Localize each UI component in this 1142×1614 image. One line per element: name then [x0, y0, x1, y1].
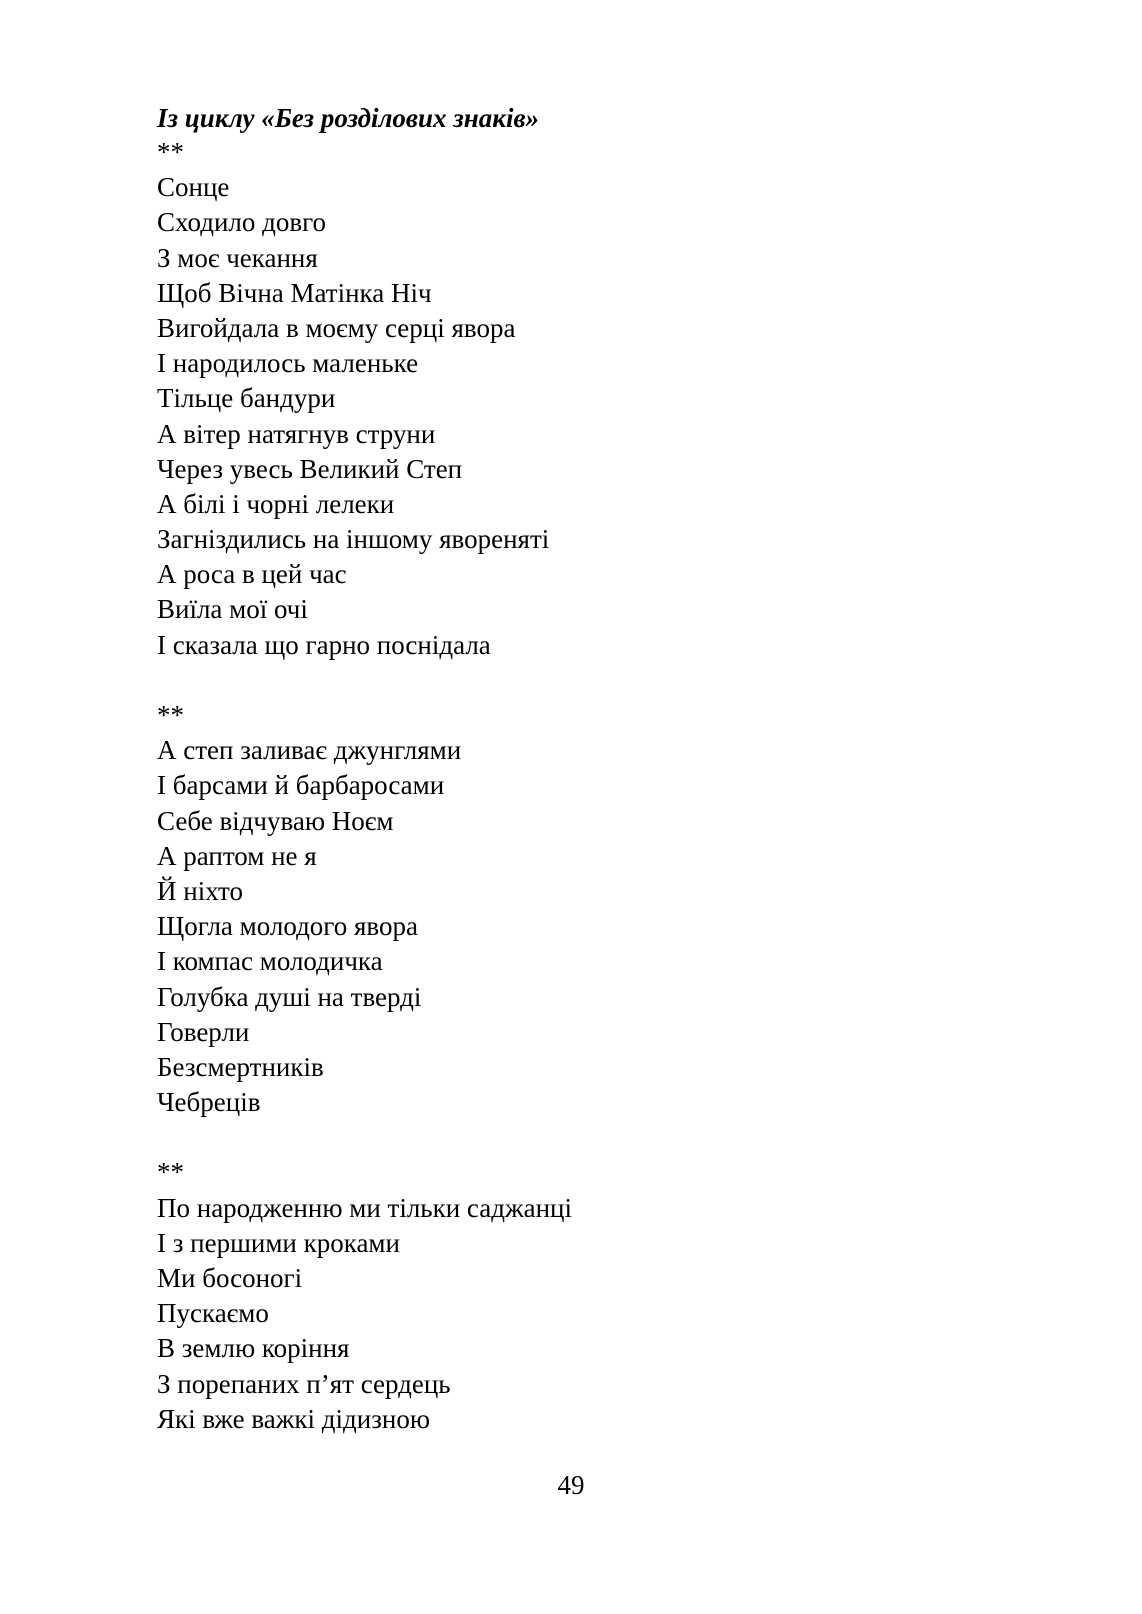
- cycle-title: Із циклу «Без розділових знаків»: [157, 103, 540, 133]
- poem-line: Себе відчуваю Ноєм: [157, 805, 394, 836]
- poem-line: А вітер натягнув струни: [157, 418, 436, 449]
- poem-line: Які вже важкі дідизною: [157, 1403, 430, 1434]
- poem-line: Чебреців: [157, 1087, 261, 1118]
- poem-line: Говерли: [157, 1016, 250, 1047]
- poem-line: Пускаємо: [157, 1298, 269, 1329]
- poem-line: І з першими кроками: [157, 1227, 400, 1258]
- poem-line: Вигойдала в моєму серці явора: [157, 312, 516, 343]
- poem-line: З порепаних п’ят сердець: [157, 1368, 451, 1399]
- poem-line: Виїла мої очі: [157, 594, 308, 625]
- poem-line: Щогла молодого явора: [157, 911, 418, 942]
- poem-line: Сходило довго: [157, 207, 327, 238]
- poem-line: А білі і чорні лелеки: [157, 488, 395, 519]
- poem-line: Голубка душі на тверді: [157, 981, 422, 1012]
- poem-line: А роса в цей час: [157, 559, 347, 590]
- page-number: 49: [557, 1470, 585, 1500]
- poem-line: З моє чекання: [157, 242, 318, 273]
- poem-line: І барсами й барбаросами: [157, 770, 445, 801]
- poem-line: Сонце: [157, 172, 230, 203]
- poem-line: Щоб Вічна Матінка Ніч: [157, 277, 432, 308]
- poem-3: [157, 1155, 1057, 1437]
- poem-separator: **: [157, 700, 184, 730]
- stanza-gap: [157, 1120, 1057, 1155]
- poem-line: Безсмертників: [157, 1051, 324, 1082]
- poem-separator: **: [157, 137, 184, 167]
- poem-2: [157, 698, 1057, 1120]
- poem-line: І компас молодичка: [157, 946, 383, 977]
- poem-1: [157, 135, 1057, 663]
- poem-line: Й ніхто: [157, 875, 243, 906]
- poem-line: Ми босоногі: [157, 1263, 303, 1293]
- poem-line: І сказала що гарно поснідала: [157, 629, 491, 660]
- poem-line: Тільце бандури: [157, 383, 336, 414]
- poem-line: По народженню ми тільки саджанці: [157, 1192, 573, 1223]
- stanza-gap: [157, 663, 1057, 698]
- poem-line: А раптом не я: [157, 840, 317, 871]
- poem-line: І народилось маленьке: [157, 348, 419, 379]
- poem-line: В землю коріння: [157, 1333, 350, 1364]
- poem-line: Загніздились на іншому явореняті: [157, 524, 550, 555]
- poem-line: Через увесь Великий Степ: [157, 453, 463, 484]
- poem-line: А степ заливає джунглями: [157, 735, 462, 766]
- poem-separator: **: [157, 1157, 184, 1188]
- poem-body: [157, 102, 1057, 1437]
